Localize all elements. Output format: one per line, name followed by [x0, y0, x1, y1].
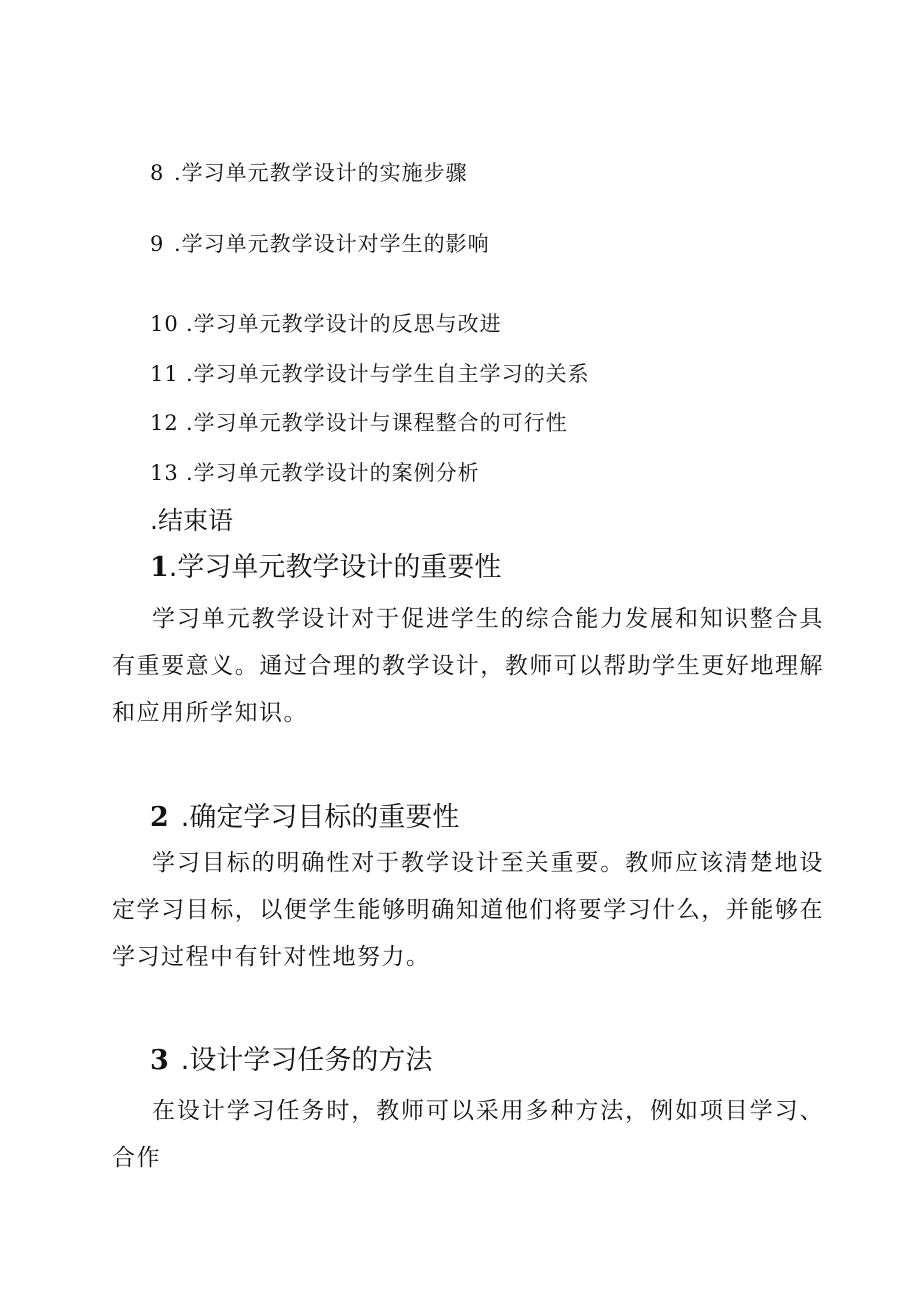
toc-item-9: [150, 230, 490, 258]
toc-item-12: [150, 409, 568, 437]
section-title: .学习单元教学设计的重要性: [168, 552, 502, 583]
section-title: .确定学习目标的重要性: [180, 802, 460, 833]
section-number: 2: [150, 802, 169, 833]
toc-item-13: [150, 459, 480, 487]
section-heading-2: [150, 800, 459, 836]
section-title: .设计学习任务的方法: [180, 1045, 433, 1076]
toc-item-10: [150, 310, 502, 338]
toc-item-number: 13: [150, 461, 179, 485]
toc-item-text: .学习单元教学设计对学生的影响: [174, 232, 490, 256]
toc-item-text: .学习单元教学设计的实施步骤: [174, 161, 468, 185]
toc-item-number: 11: [150, 362, 179, 386]
toc-item-text: .学习单元教学设计的反思与改进: [186, 312, 502, 336]
section-number: 1: [150, 552, 169, 583]
section-paragraph-1: 学习单元教学设计对于促进学生的综合能力发展和知识整合具有重要意义。通过合理的教学设计，教师可以帮助学生更好地理解和应用所学知识。: [112, 606, 824, 726]
toc-item-text: .学习单元教学设计与学生自主学习的关系: [186, 362, 590, 386]
section-heading-1: [150, 550, 501, 586]
section-number: 3: [150, 1045, 169, 1076]
toc-item-text: .学习单元教学设计与课程整合的可行性: [186, 411, 568, 435]
toc-item-number: 8: [150, 161, 165, 185]
toc-item-8: [150, 159, 468, 187]
section-paragraph-2: 学习目标的明确性对于教学设计至关重要。教师应该清楚地设定学习目标，以便学生能够明确知道他们将要学习什么，并能够在学习过程中有针对性地努力。: [112, 850, 824, 970]
section-heading-3: [150, 1043, 432, 1079]
toc-item-number: 10: [150, 312, 179, 336]
section-paragraph-3: 在设计学习任务时，教师可以采用多种方法，例如项目学习、合作: [112, 1098, 824, 1171]
toc-item-11: [150, 360, 590, 388]
closing-remarks-label: .结束语: [150, 506, 233, 535]
toc-item-number: 12: [150, 411, 179, 435]
toc-item-text: .学习单元教学设计的案例分析: [186, 461, 480, 485]
toc-item-number: 9: [150, 232, 165, 256]
